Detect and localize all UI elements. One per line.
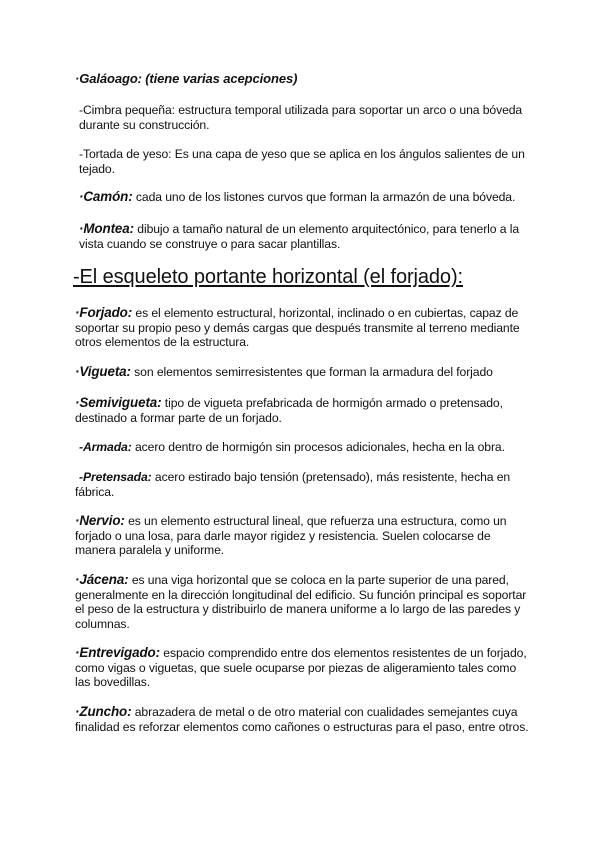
term-nervio: ·Nervio: — [75, 513, 125, 528]
entry-camon — [79, 190, 534, 205]
term-semivigueta: ·Semivigueta: — [75, 395, 162, 410]
entry-cimbra — [79, 103, 531, 132]
entry-forjado — [75, 306, 530, 350]
definition-armada: acero dentro de hormigón sin procesos adicionales, hecha en la obra. — [131, 440, 505, 454]
entry-zuncho — [75, 705, 530, 734]
term-galaoago: ·Galáoago: — [75, 71, 142, 86]
term-forjado: ·Forjado: — [75, 305, 133, 320]
term-vigueta: ·Vigueta: — [75, 364, 131, 379]
term-entrevigado: ·Entrevigado: — [75, 645, 161, 660]
term-montea: ·Montea: — [79, 221, 134, 236]
definition-entrevigado: espacio comprendido entre dos elementos resistentes de un forjado, como vigas o viguetas, que suele ocuparse por piezas de aligeramiento tales como las bovedillas. — [75, 646, 527, 690]
definition-pretensada: acero estirado bajo tensión (pretensado), más resistente, hecha en fábrica. — [75, 470, 511, 499]
definition-zuncho: abrazadera de metal o de otro material con cualidades semejantes cuya finalidad es reforzar elementos como cañones o estructuras para el paso, entre otros. — [75, 705, 529, 734]
text-cimbra: -Cimbra pequeña: estructura temporal utilizada para soportar un arco o una bóveda durante su construcción. — [79, 103, 523, 132]
entry-tortada — [79, 147, 525, 176]
definition-camon: cada uno de los listones curvos que forman la armazón de una bóveda. — [132, 190, 516, 204]
entry-nervio — [75, 514, 530, 558]
term-jacena: ·Jácena: — [75, 572, 129, 587]
definition-montea: dibujo a tamaño natural de un elemento arquitectónico, para tenerlo a la vista cuando se construye o para sacar plantillas. — [79, 222, 519, 251]
term-pretensada: -Pretensada: — [79, 470, 152, 484]
definition-vigueta: son elementos semirresistentes que forman la armadura del forjado — [130, 365, 493, 379]
term-armada: -Armada: — [79, 440, 132, 454]
entry-vigueta — [75, 365, 530, 380]
text-tortada: -Tortada de yeso: Es una capa de yeso que se aplica en los ángulos salientes de un tejado. — [79, 147, 525, 176]
term-zuncho: ·Zuncho: — [75, 704, 132, 719]
definition-jacena: es una viga horizontal que se coloca en la parte superior de una pared, generalmente en la dirección longitudinal del edificio. Su función principal es soportar el peso de la estructura y distribuirlo de manera uniforme a lo largo de las paredes y columnas. — [75, 573, 527, 631]
term-camon: ·Camón: — [79, 189, 133, 204]
entry-armada — [79, 440, 534, 455]
entry-jacena — [75, 573, 530, 631]
entry-pretensada — [75, 470, 525, 499]
entry-montea — [79, 222, 525, 251]
note-galaoago: (tiene varias acepciones) — [145, 71, 298, 86]
entry-semivigueta — [75, 396, 530, 425]
definition-forjado: es el elemento estructural, horizontal, inclinado o en cubiertas, capaz de soportar su propio peso y demás cargas que después transmite al terreno mediante otros elementos de la estructura. — [75, 306, 520, 350]
entry-galaoago — [75, 72, 530, 87]
definition-nervio: es un elemento estructural lineal, que refuerza una estructura, como un forjado o una losa, para darle mayor rigidez y resistencia. Suelen colocarse de manera paralela y uniforme. — [75, 514, 507, 558]
section-heading: -El esqueleto portante horizontal (el forjado): — [73, 266, 463, 288]
entry-entrevigado — [75, 646, 530, 690]
definition-semivigueta: tipo de vigueta prefabricada de hormigón armado o pretensado, destinado a formar parte de un forjado. — [75, 396, 503, 425]
